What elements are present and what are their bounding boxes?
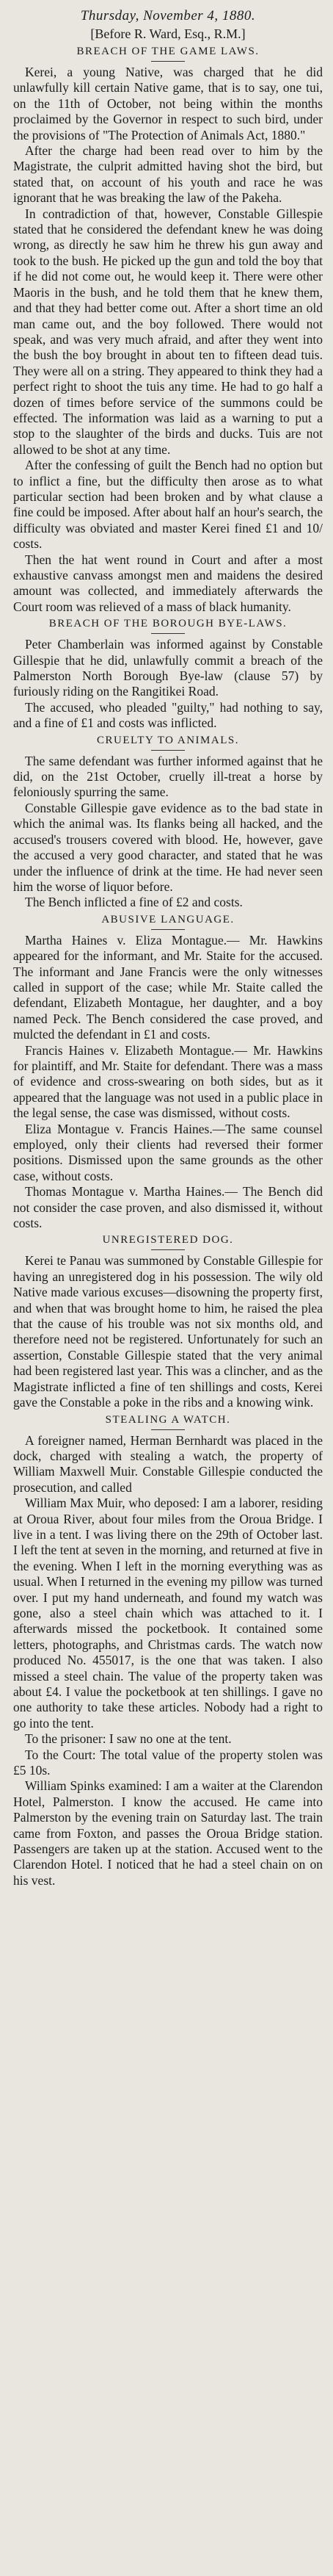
report-section [13, 733, 323, 911]
report-paragraph: To the Court: The total value of the property stolen was £5 10s. [13, 1747, 323, 1778]
report-paragraph: Eliza Montague v. Francis Haines.—The same counsel employed, only their clients had reversed their former positions. Dismissed upon the same grounds as the other case, without costs. [13, 1121, 323, 1183]
report-paragraph: After the charge had been read over to him by the Magistrate, the culprit admitted having shot the bird, but stated that, on account of his youth and race he was ignorant that he was breaking the law of the Pakeha. [13, 143, 323, 206]
heading-rule [151, 1249, 185, 1250]
report-section [13, 1413, 323, 1889]
heading-rule [151, 750, 185, 751]
section-heading: STEALING A WATCH. [105, 1413, 231, 1426]
report-section [13, 616, 323, 731]
dateline: Thursday, November 4, 1880. [80, 8, 256, 24]
section-heading: ABUSIVE LANGUAGE. [101, 913, 235, 926]
report-section [13, 1233, 323, 1410]
section-heading: CRUELTY TO ANIMALS. [97, 734, 239, 746]
report-paragraph: The Bench inflicted a fine of £2 and costs. [25, 895, 243, 910]
heading-rule [151, 61, 185, 62]
report-paragraph: William Max Muir, who deposed: I am a laborer, residing at Oroua River, about four miles from the Oroua Bridge. I live in a tent. I was living there on the 29th of October last. I left the tent at seven in the morning, and returned at five in the evening. When I left in the morning everything was as usual. When I returned in the evening my pillow was turned over. I put my hand underneath, and found my watch was gone, also a steel chain which was attached to it. I afterwards missed the pocketbook. It contained some letters, photographs, and Christmas cards. The watch now produced No. 455017, is the one that was taken. I also missed a steel chain. The value of the property taken was about £4. I value the pocketbook at ten shillings. I gave no one authority to take these articles. Nobody had a right to go into the tent. [13, 1496, 323, 1731]
report-paragraph: Thomas Montague v. Martha Haines.— The Bench did not consider the case proven, and also dismissed it, without costs. [13, 1184, 323, 1231]
heading-rule [151, 633, 185, 634]
report-paragraph: Kerei, a young Native, was charged that he did unlawfully kill certain Native game, that is to say, one tui, on the 11th of October, not being within the months proclaimed by the Governor in respect to such bird, under the provisions of "The Protection of Animals Act, 1880." [13, 65, 323, 142]
report-paragraph: After the confessing of guilt the Bench had no option but to inflict a fine, but the difficulty then arose as to what particular section had been broken and by what clause a fine could be imposed. After about half an hour's search, the difficulty was obviated and master Kerei fined £1 and 10/ costs. [13, 458, 323, 552]
court-bench: [Before R. Ward, Esq., R.M.] [90, 26, 246, 41]
report-paragraph: Kerei te Panau was summoned by Constable Gillespie for having an unregistered dog in his possession. The wily old Native made various excuses—disowning the property first, and when that was brought home to him, he raised the plea that the cause of his trouble was not six months old, and therefore need not be registered. Unfortunately for such an assertion, Constable Gillespie stated that the very animal had been registered last year. This was a clincher, and as the Magistrate inflicted a fine of ten shillings and costs, Kerei gave the Constable a poke in the ribs and a knowing wink. [13, 1253, 323, 1410]
report-paragraph: Martha Haines v. Eliza Montague.— Mr. Hawkins appeared for the informant, and Mr. Staite for the accused. The informant and Jane Francis were the only witnesses called in support of the case; while Mr. Staite called the defendant, Elizabeth Montague, her daughter, and a boy named Peck. The Bench considered the case proved, and mulcted the defendant in £1 and costs. [13, 932, 323, 1042]
section-heading: BREACH OF THE GAME LAWS. [76, 46, 260, 57]
section-heading: UNREGISTERED DOG. [102, 1234, 234, 1246]
report-paragraph: The accused, who pleaded "guilty," had nothing to say, and a fine of £1 and costs was inflicted. [13, 699, 323, 731]
report-paragraph: A foreigner named, Herman Bernhardt was placed in the dock, charged with stealing a watch, the property of William Maxwell Muir. Constable Gillespie conducted the prosecution, and called [13, 1432, 323, 1495]
section-heading: BREACH OF THE BOROUGH BYE-LAWS. [48, 618, 288, 630]
report-paragraph: To the prisoner: I saw no one at the tent. [25, 1731, 232, 1747]
report-paragraph: William Spinks examined: I am a waiter at the Clarendon Hotel, Palmerston. I know the accused. He came into Palmerston by the evening train on Saturday last. The train came from Foxton, and passes the Oroua Bridge station. Passengers are taken up at the station. Accused went to the Clarendon Hotel. I noticed that he had a steel chain on on his vest. [13, 1778, 323, 1888]
report-paragraph: Francis Haines v. Elizabeth Montague.— Mr. Hawkins for plaintiff, and Mr. Staite for defendant. There was a mass of evidence and cross-swearing on both sides, but as it appeared that the language was not used in a public place in the legal sense, the case was dismissed, without costs. [13, 1042, 323, 1121]
report-sections [13, 44, 323, 1888]
report-paragraph: In contradiction of that, however, Constable Gillespie stated that he considered the defendant knew he was doing wrong, as directly he saw him he threw his gun away and took to the bush. He picked up the gun and told the boy that if he did not come out, he would keep it. There were other Maoris in the bush, and he told them that he knew them, and that they had better come out. After a short time an old man came out, and the boy followed. There would not speak, and was very much afraid, and after they went into the bush the boy brought in about ten to fifteen dead tuis. They were all on a string. They appeared to think they had a perfect right to shoot the tuis any time. He had to go half a dozen of times before service of the summons could be effected. The information was laid as a warning to put a stop to the slaughter of the birds and ducks. Tuis are not allowed to be shot at any time. [13, 206, 323, 457]
report-paragraph: Then the hat went round in Court and after a most exhaustive canvass amongst men and maidens the desired amount was collected, and immediately afterwards the Court room was relieved of a mass of black humanity. [13, 552, 323, 614]
report-paragraph: Constable Gillespie gave evidence as to the bad state in which the animal was. Its flanks being all hacked, and the accused's trousers covered with blood. He, however, gave the accused a very good character, and stated that he was under the influence of drink at the time. He had never seen him the worse of liquor before. [13, 800, 323, 894]
report-section [13, 912, 323, 1232]
report-paragraph: The same defendant was further informed against that he did, on the 21st October, cruelly ill-treat a horse by feloniously spurring the same. [13, 753, 323, 800]
report-paragraph: Peter Chamberlain was informed against by Constable Gillespie that he did, unlawfully commit a breach of the Palmerston North Borough Bye-law (clause 57) by furiously riding on the Rangitikei Road. [13, 637, 323, 699]
report-section [13, 44, 323, 615]
heading-rule [151, 1429, 185, 1430]
heading-rule [151, 929, 185, 930]
